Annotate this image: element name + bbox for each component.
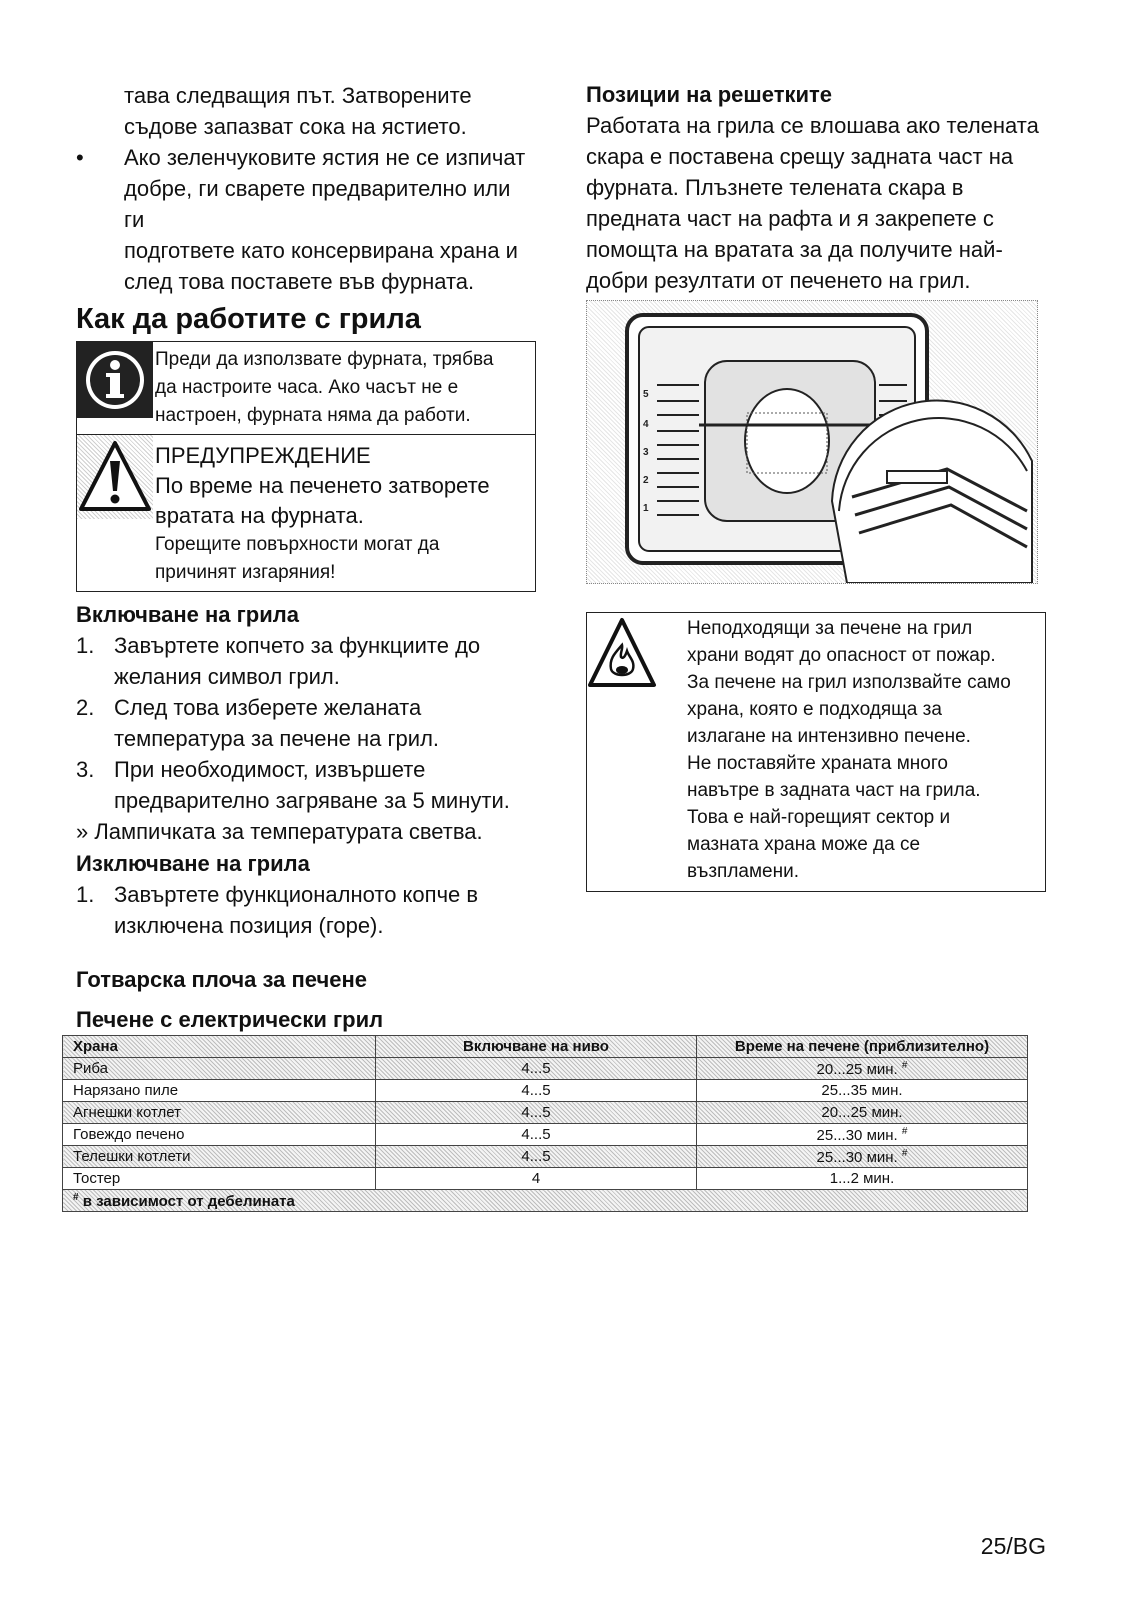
rack-para-2: скара е поставена срещу задната част на (586, 144, 1014, 169)
step-line: Завъртете копчето за функциите до (114, 633, 481, 658)
rack-para-1: Работата на грила се влошава ако телената (586, 113, 1039, 138)
fire-line: Не поставяйте храната много (687, 753, 948, 774)
column-header-time: Време на печене (приблизително) (697, 1036, 1028, 1058)
cell-food: Нарязано пиле (63, 1080, 376, 1102)
time-value: 25...30 мин. (816, 1126, 898, 1144)
table-footnote-row (63, 1190, 1028, 1212)
step-line: Завъртете функционалното копче в (114, 882, 479, 907)
left-column (76, 80, 536, 941)
cell-time (697, 1058, 1028, 1080)
bullet-symbol: • (76, 145, 84, 170)
fire-line: излагане на интензивно печене. (687, 726, 971, 747)
warning-line-1: По време на печенето затворете (155, 473, 490, 498)
table-row (63, 1168, 1028, 1190)
rack-para-6: добри резултати от печенето на грил. (586, 268, 971, 293)
fire-line: Неподходящи за печене на грил (687, 618, 973, 639)
cell-level: 4...5 (376, 1102, 697, 1124)
grill-on-steps (76, 630, 536, 816)
cell-time (697, 1146, 1028, 1168)
cell-food: Риба (63, 1058, 376, 1080)
info-text (153, 342, 499, 434)
cell-time (697, 1168, 1028, 1190)
info-icon (77, 342, 153, 418)
rack-para-3: фурната. Плъзнете телената скара в (586, 175, 964, 200)
fire-line: мазната храна може да се (687, 834, 921, 855)
cell-time (697, 1080, 1028, 1102)
table-row (63, 1058, 1028, 1080)
step-line: температура за печене на грил. (114, 726, 440, 751)
fire-line: За печене на грил използвайте само (687, 672, 1011, 693)
step-line: изключена позиция (горе). (114, 913, 384, 938)
time-value: 25...30 мин. (816, 1148, 898, 1166)
time-value: 20...25 мин. (816, 1060, 898, 1078)
step-number: 1. (76, 633, 95, 658)
fire-warning-icon (587, 613, 679, 891)
fire-line: Това е най-горещият сектор и (687, 807, 951, 828)
fire-line: храна, която е подходяща за (687, 699, 942, 720)
shelf-number-5: 5 (643, 389, 649, 400)
oven-rack-illustration (586, 300, 1038, 584)
bullet-line-2: добре, ги сварете предварително или ги (124, 176, 511, 232)
info-line-1: Преди да използвате фурната, трябва (155, 349, 494, 370)
table-footnote (63, 1190, 1028, 1212)
table-row (63, 1146, 1028, 1168)
info-row (77, 342, 535, 434)
step-number: 3. (76, 757, 95, 782)
step-line: желания символ грил. (114, 664, 340, 689)
cell-time (697, 1102, 1028, 1124)
shelf-number-1: 1 (643, 503, 649, 514)
step-line: предварително загряване за 5 минути. (114, 788, 510, 813)
grill-on-heading: Включване на грила (76, 602, 299, 627)
warning-small-2: причинят изгаряния! (155, 562, 336, 583)
cell-level: 4 (376, 1168, 697, 1190)
cell-time (697, 1124, 1028, 1146)
grill-off-steps (76, 879, 536, 941)
list-item (76, 879, 536, 941)
rack-positions-heading: Позиции на решетките (586, 82, 833, 107)
step-number: 2. (76, 695, 95, 720)
footnote-mark: # (901, 1147, 908, 1159)
column-header-food: Храна (63, 1036, 376, 1058)
fire-line: храни водят до опасност от пожар. (687, 645, 996, 666)
warning-title: ПРЕДУПРЕЖДЕНИЕ (155, 443, 371, 468)
warning-icon (77, 435, 153, 519)
cell-level: 4...5 (376, 1146, 697, 1168)
electric-grill-heading: Печене с електрически грил (76, 1007, 384, 1032)
cell-level: 4...5 (376, 1124, 697, 1146)
grill-heading: Как да работите с грила (76, 303, 421, 335)
fire-line: възпламени. (687, 861, 800, 882)
time-value: 1...2 мин. (829, 1170, 895, 1187)
cell-food: Тостер (63, 1168, 376, 1190)
table-row (63, 1124, 1028, 1146)
rack-para-4: предната част на рафта и я закрепете с (586, 206, 994, 231)
lamp-note: » Лампичката за температурата светва. (76, 819, 483, 844)
fire-line: навътре в задната част на грила. (687, 780, 981, 801)
fire-warning-text (679, 613, 1015, 891)
warning-row (77, 434, 535, 591)
warning-small-1: Горещите повърхности могат да (155, 534, 440, 555)
fire-warning-box (586, 612, 1046, 892)
shelf-number-4: 4 (643, 419, 649, 430)
footnote-mark: # (901, 1125, 908, 1137)
bullet-line-3: подгответе като консервирана храна и (124, 238, 518, 263)
table-row (63, 1102, 1028, 1124)
step-line: При необходимост, извършете (114, 757, 426, 782)
time-value: 20...25 мин. (821, 1104, 903, 1121)
cell-level: 4...5 (376, 1080, 697, 1102)
info-line-2: да настроите часа. Ако часът не е (155, 377, 459, 398)
list-item (76, 692, 536, 754)
time-value: 25...35 мин. (821, 1082, 903, 1099)
step-line: След това изберете желаната (114, 695, 422, 720)
step-number: 1. (76, 882, 95, 907)
table-header-row (63, 1036, 1028, 1058)
notice-box (76, 341, 536, 592)
list-item (76, 754, 536, 816)
footnote-mark: # (73, 1191, 79, 1203)
grill-table-section (73, 965, 1046, 1212)
bullet-line-1: Ако зеленчуковите ястия не се изпичат (124, 145, 526, 170)
intro-line-2: съдове запазват сока на ястието. (124, 114, 467, 139)
cell-food: Телешки котлети (63, 1146, 376, 1168)
table-row (63, 1080, 1028, 1102)
grill-table (62, 1035, 1028, 1212)
info-line-3: настроен, фурната няма да работи. (155, 405, 471, 426)
bullet-item (76, 142, 536, 297)
hob-heading: Готварска плоча за печене (76, 967, 368, 992)
shelf-number-2: 2 (643, 475, 649, 486)
cell-level: 4...5 (376, 1058, 697, 1080)
intro-line-1: тава следващия път. Затворените (124, 83, 472, 108)
warning-text (153, 435, 496, 591)
cell-food: Агнешки котлет (63, 1102, 376, 1124)
column-header-level: Включване на ниво (376, 1036, 697, 1058)
page-number: 25/BG (980, 1533, 1046, 1559)
footnote-text: в зависимост от дебелината (82, 1192, 295, 1210)
warning-line-2: вратата на фурната. (155, 503, 364, 528)
list-item (76, 630, 536, 692)
footnote-mark: # (901, 1059, 908, 1071)
cell-food: Говеждо печено (63, 1124, 376, 1146)
right-column (586, 80, 1056, 892)
bullet-line-4: след това поставете във фурната. (124, 269, 475, 294)
shelf-number-3: 3 (643, 447, 649, 458)
grill-off-heading: Изключване на грила (76, 851, 310, 876)
rack-para-5: помощта на вратата за да получите най- (586, 237, 1003, 262)
